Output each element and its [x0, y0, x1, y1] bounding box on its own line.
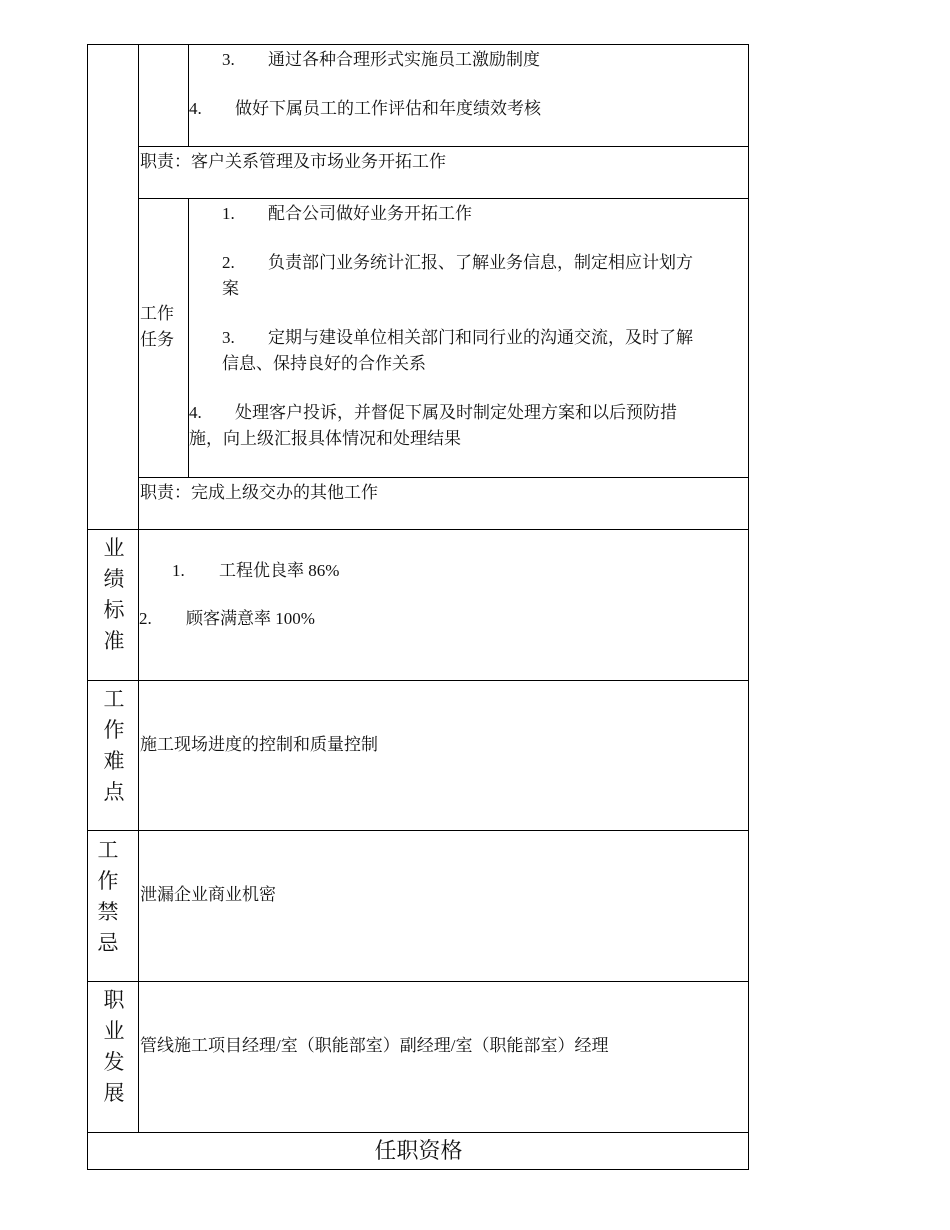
difficulty-label: 工 作 难 点 [103, 687, 125, 804]
item-text: 顾客满意率 100% [186, 609, 315, 628]
item-number: 3. [222, 50, 235, 69]
performance-item [172, 558, 339, 584]
task-item-top [222, 47, 540, 73]
item-number: 4. [189, 99, 202, 118]
difficulty-text: 施工现场进度的控制和质量控制 [140, 735, 378, 754]
task-item-continuation: 施，向上级汇报具体情况和处理结果 [189, 429, 461, 448]
item-text: 工程优良率 86% [219, 561, 340, 580]
qualifications-heading: 任职资格 [374, 1138, 463, 1163]
career-text: 管线施工项目经理/室（职能部室）副经理/室（职能部室）经理 [140, 1036, 609, 1055]
taboo-text: 泄漏企业商业机密 [140, 885, 276, 904]
task-item [189, 400, 677, 426]
performance-item [139, 606, 315, 632]
item-number: 2. [222, 253, 235, 272]
item-text: 定期与建设单位相关部门和同行业的沟通交流，及时了解 [268, 328, 693, 347]
item-text: 负责部门业务统计汇报、了解业务信息，制定相应计划方 [268, 253, 693, 272]
item-text: 做好下属员工的工作评估和年度绩效考核 [235, 99, 541, 118]
duty-customer-relations: 职责：客户关系管理及市场业务开拓工作 [140, 152, 446, 171]
item-text: 处理客户投诉，并督促下属及时制定处理方案和以后预防措 [235, 403, 677, 422]
task-item-continuation: 案 [222, 279, 239, 298]
item-number: 3. [222, 328, 235, 347]
task-item-top [189, 96, 541, 122]
item-number: 1. [222, 204, 235, 223]
career-label: 职 业 发 展 [103, 988, 125, 1105]
item-number: 2. [139, 609, 152, 628]
task-item [222, 325, 693, 351]
item-text: 配合公司做好业务开拓工作 [268, 204, 472, 223]
item-number: 1. [172, 561, 185, 580]
taboo-label: 工 作 禁 忌 [97, 838, 119, 955]
item-number: 4. [189, 403, 202, 422]
task-item [222, 250, 693, 276]
task-item [222, 201, 472, 227]
performance-label: 业 绩 标 准 [103, 536, 125, 653]
duty-other-work: 职责：完成上级交办的其他工作 [140, 483, 378, 502]
task-item-continuation: 信息、保持良好的合作关系 [222, 354, 426, 373]
item-text: 通过各种合理形式实施员工激励制度 [268, 50, 540, 69]
task-label: 工作 任务 [140, 304, 174, 349]
